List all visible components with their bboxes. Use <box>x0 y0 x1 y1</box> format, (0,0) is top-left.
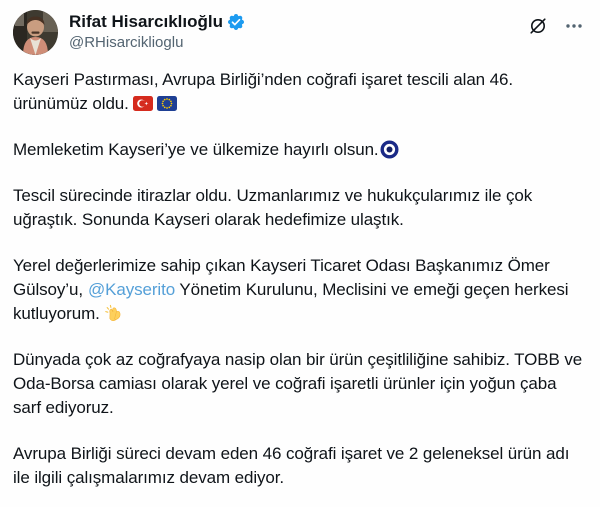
user-identity <box>69 10 245 53</box>
tweet-body <box>0 55 600 490</box>
tweet-paragraph-4 <box>13 254 586 326</box>
display-name[interactable]: Rifat Hisarcıklıoğlu <box>69 12 223 31</box>
tweet-paragraph-4-after: Yönetim Kurulunu, Meclisini ve emeği geçen herkesi kutluyorum. <box>13 280 569 323</box>
more-menu-icon[interactable] <box>564 16 584 36</box>
tweet-paragraph-5: Dünyada çok az coğrafyaya nasip olan bir ürün çeşitliliğine sahibiz. TOBB ve Oda-Borsa camiası olarak yerel ve coğrafi işaretli ürünler için yoğun çaba sarf ediyoruz. <box>13 350 583 417</box>
avatar[interactable] <box>13 10 58 55</box>
header-actions <box>528 10 584 36</box>
turkey-flag-icon <box>133 96 153 111</box>
mention-link-kayserito[interactable]: @Kayserito <box>87 280 176 299</box>
tweet-paragraph-3: Tescil sürecinde itirazlar oldu. Uzmanlarımız ve hukukçularımız ile çok uğraştık. Sonunda Kayseri olarak hedefimize ulaştık. <box>13 186 533 229</box>
avatar-photo <box>13 10 58 55</box>
tweet-paragraph-2-text: Memleketim Kayseri’ye ve ülkemize hayırlı olsun. <box>13 140 379 159</box>
verified-badge-icon <box>227 13 245 31</box>
user-handle[interactable]: @RHisarciklioglu <box>69 34 184 51</box>
tweet-paragraph-2 <box>13 138 586 162</box>
tweet-paragraph-1 <box>13 68 586 116</box>
tweet-paragraph-1-text: Kayseri Pastırması, Avrupa Birliği’nden coğrafi işaret tescili alan 46. ürünümüz oldu. <box>13 70 513 113</box>
clapping-hands-icon <box>104 303 124 323</box>
grok-icon[interactable] <box>528 16 548 36</box>
eu-flag-icon <box>157 96 177 111</box>
tweet-paragraph-4-before: Yerel değerlerimize sahip çıkan Kayseri Ticaret Odası Başkanımız Ömer Gülsoy’u, <box>13 256 550 299</box>
tweet-header <box>0 0 600 55</box>
nazar-amulet-icon <box>380 140 399 159</box>
tweet-paragraph-6: Avrupa Birliği süreci devam eden 46 coğrafi işaret ve 2 geleneksel ürün adı ile ilgili çalışmalarımız devam ediyor. <box>13 444 570 487</box>
